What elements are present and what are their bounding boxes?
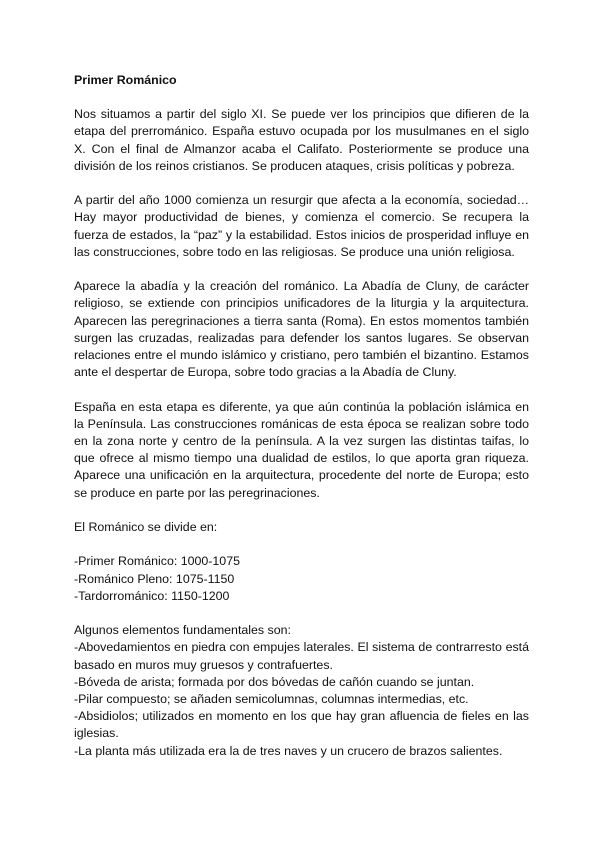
elements-section bbox=[74, 622, 529, 760]
document-page bbox=[74, 72, 529, 777]
paragraph-1: Nos situamos a partir del siglo XI. Se puede ver los principios que difieren de la etapa del prerrománico. España estuvo ocupada por los musulmanes en el siglo X. Con el final de Almanzor acaba el Califato. Posteriormente se produce una división de los reinos cristianos. Se producen ataques, crisis políticas y pobreza. bbox=[74, 107, 529, 173]
document-title: Primer Románico bbox=[74, 73, 177, 87]
element-item: -Absidiolos; utilizados en momento en los que hay gran afluencia de fieles en las iglesias. bbox=[74, 709, 529, 741]
periods-list bbox=[74, 553, 529, 605]
element-item: -Pilar compuesto; se añaden semicolumnas, columnas intermedias, etc. bbox=[74, 692, 469, 707]
element-item: -La planta más utilizada era la de tres naves y un crucero de brazos salientes. bbox=[74, 743, 503, 758]
element-item: -Bóveda de arista; formada por dos bóvedas de cañón cuando se juntan. bbox=[74, 674, 475, 689]
paragraph-3: Aparece la abadía y la creación del románico. La Abadía de Cluny, de carácter religioso, se extiende con principios unificadores de la liturgia y la arquitectura. Aparecen las peregrinaciones a tierra santa (Roma). En estos momentos también surgen las cruzadas, realizadas para defender los santos lugares. Se observan relaciones entre el mundo islámico y cristiano, pero también el bizantino. Estamos ante el despertar de Europa, sobre todo gracias a la Abadía de Cluny. bbox=[74, 279, 529, 380]
period-item: -Románico Pleno: 1075-1150 bbox=[74, 571, 235, 586]
paragraph-4: España en esta etapa es diferente, ya que aún continúa la población islámica en la Península. Las construcciones románicas de esta época se realizan sobre todo en la zona norte y centro de la península. A la vez surgen las distintas taifas, lo que ofrece al mismo tiempo una dualidad de estilos, lo que aporta gran riqueza. Aparece una unificación en la arquitectura, procedente del norte de Europa; esto se produce en parte por las peregrinaciones. bbox=[74, 399, 529, 500]
period-item: -Primer Románico: 1000-1075 bbox=[74, 554, 240, 569]
elements-intro: Algunos elementos fundamentales son: bbox=[74, 623, 291, 638]
element-item: -Abovedamientos en piedra con empujes laterales. El sistema de contrarresto está basado en muros muy gruesos y contrafuertes. bbox=[74, 640, 529, 672]
paragraph-2: A partir del año 1000 comienza un resurgir que afecta a la economía, sociedad… Hay mayor productividad de bienes, y comienza el comercio. Se recupera la fuerza de estados, la “paz” y la estabilidad. Estos inicios de prosperidad influye en las construcciones, sobre todo en las religiosas. Se produce una unión religiosa. bbox=[74, 193, 529, 259]
division-intro: El Románico se divide en: bbox=[74, 520, 218, 535]
period-item: -Tardorrománico: 1150-1200 bbox=[74, 588, 230, 603]
